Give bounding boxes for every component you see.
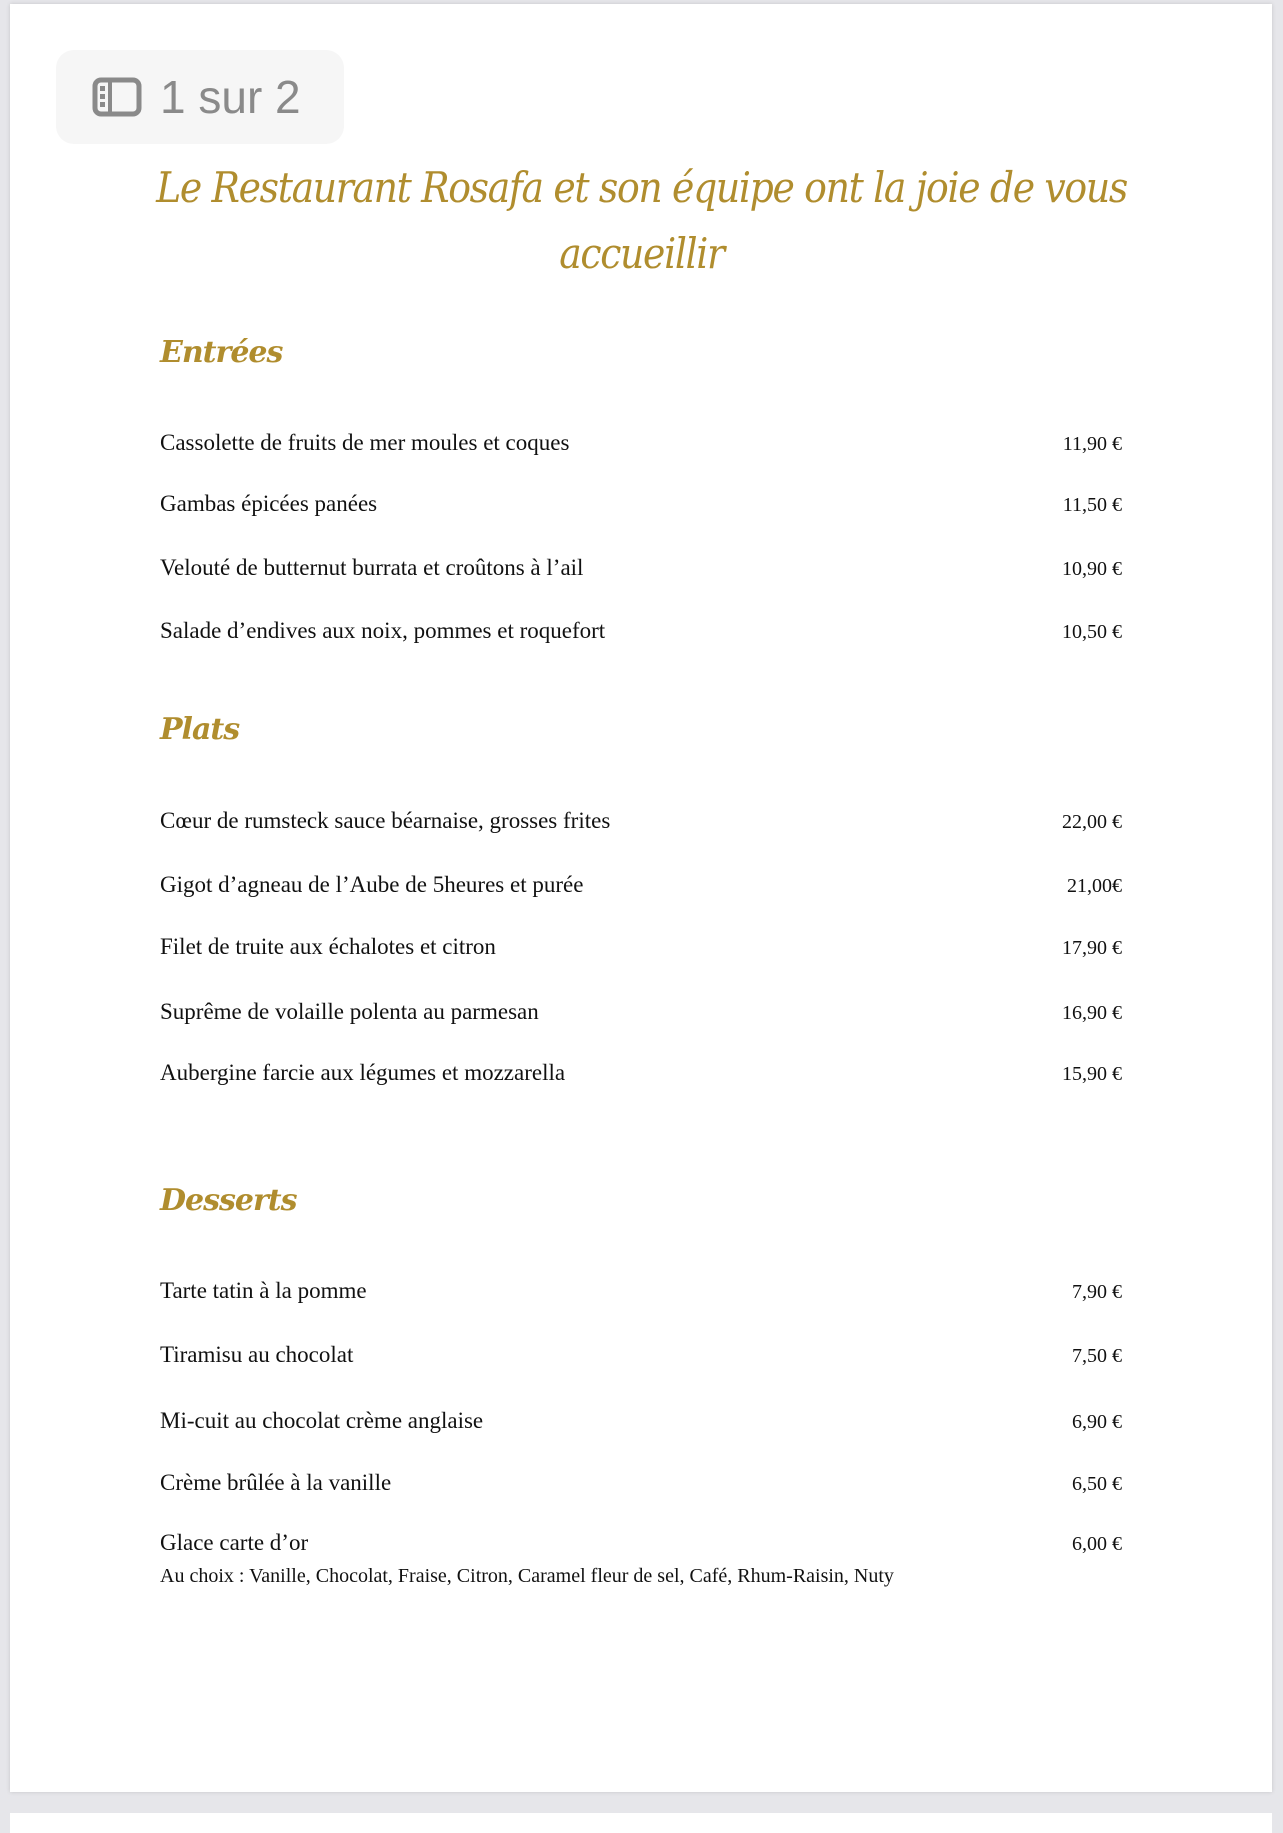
menu-item-price: 6,90 € [1072, 1411, 1122, 1433]
menu-item-name: Suprême de volaille polenta au parmesan [160, 999, 539, 1024]
menu-item-name: Cœur de rumsteck sauce béarnaise, grosses frites [160, 808, 611, 833]
menu-item-price: 7,90 € [1072, 1281, 1122, 1303]
menu-item-name: Tiramisu au chocolat [160, 1342, 354, 1367]
section-title: Desserts [160, 1183, 297, 1218]
menu-item-price: 16,90 € [1062, 1002, 1122, 1024]
section-title: Plats [160, 712, 240, 747]
menu-item-price: 22,00 € [1062, 811, 1122, 833]
menu-item-name: Crème brûlée à la vanille [160, 1470, 392, 1495]
menu-item-price: 7,50 € [1072, 1345, 1122, 1367]
sidebar-icon [92, 77, 142, 117]
menu-item-price: 11,50 € [1062, 494, 1122, 516]
menu-item-name: Gigot d’agneau de l’Aube de 5heures et purée [160, 872, 584, 897]
page-indicator-label: 1 sur 2 [160, 71, 301, 123]
menu-item-name: Tarte tatin à la pomme [160, 1278, 367, 1303]
next-page-edge [10, 1813, 1272, 1833]
menu-item-price: 15,90 € [1062, 1063, 1122, 1085]
menu-item-name: Gambas épicées panées [160, 491, 378, 516]
title-line-2: accueillir [559, 229, 724, 278]
menu-item-name: Filet de truite aux échalotes et citron [160, 934, 496, 959]
menu-item-note: Au choix : Vanille, Chocolat, Fraise, Citron, Caramel fleur de sel, Café, Rhum-Raisin, Nuty [160, 1565, 894, 1587]
page-title [64, 155, 1219, 287]
menu-item-price: 10,50 € [1062, 621, 1122, 643]
menu-item-name: Mi-cuit au chocolat crème anglaise [160, 1408, 484, 1433]
menu-item-price: 17,90 € [1062, 937, 1122, 959]
menu-item-price: 6,50 € [1072, 1473, 1122, 1495]
page-indicator[interactable] [56, 50, 344, 144]
menu-item-price: 11,90 € [1062, 433, 1122, 455]
menu-item-price: 21,00€ [1067, 875, 1122, 897]
section-title: Entrées [160, 335, 283, 370]
menu-item-price: 6,00 € [1072, 1533, 1122, 1555]
menu-item-name: Glace carte d’or [160, 1530, 309, 1555]
menu-item-price: 10,90 € [1062, 558, 1122, 580]
menu-item-name: Aubergine farcie aux légumes et mozzarella [160, 1060, 566, 1085]
title-line-1: Le Restaurant Rosafa et son équipe ont la joie de vous [156, 163, 1127, 212]
menu-item-name: Cassolette de fruits de mer moules et coques [160, 430, 570, 455]
menu-item-name: Velouté de butternut burrata et croûtons à l’ail [160, 555, 584, 580]
menu-item-name: Salade d’endives aux noix, pommes et roquefort [160, 618, 606, 643]
